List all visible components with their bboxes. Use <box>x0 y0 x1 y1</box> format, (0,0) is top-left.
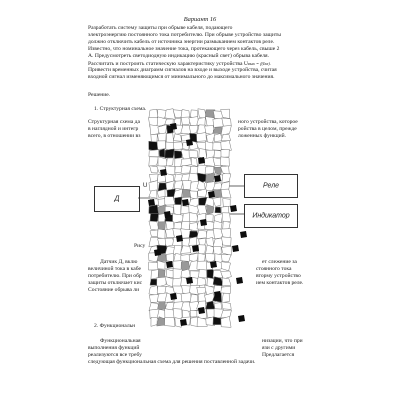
mosaic-fragment <box>182 199 189 206</box>
mosaic-tile <box>197 287 207 294</box>
assignment-line-3: должно отключить кабель от источника энергии размыканием контактов реле. <box>88 39 275 45</box>
mosaic-tile <box>213 197 221 206</box>
mosaic-fragment <box>208 191 215 198</box>
mosaic-fragment <box>170 123 177 130</box>
section1-line-2-right: ройства в целом, прежде <box>238 126 297 132</box>
mosaic-tile <box>197 133 207 142</box>
mosaic-tile <box>165 197 175 205</box>
sensor-line-1-left: Датчик Д, вклю <box>100 259 138 265</box>
variant-title: Вариант 16 <box>183 16 217 23</box>
mosaic-tile <box>222 246 232 255</box>
mosaic-tile <box>159 269 165 278</box>
mosaic-tile <box>197 230 207 238</box>
mosaic-tile <box>221 157 230 166</box>
mosaic-tile <box>221 237 231 246</box>
section2-line-4: следующая функциональная схема для решения поставленной задачи. <box>88 359 256 365</box>
mosaic-tile <box>198 245 205 255</box>
formula-subscript: вых = f(Iвх). <box>247 61 272 66</box>
assignment-line-1: Разработать систему защиты при обрыве кабеля, подающего <box>88 25 233 31</box>
mosaic-fragment <box>186 277 193 284</box>
mosaic-tile <box>205 166 214 174</box>
mosaic-fragment <box>186 139 193 146</box>
section2-heading: 2. Функциональн <box>94 323 136 329</box>
sensor-line-3-right: вторму устройство <box>256 273 301 279</box>
signal-u-label: U <box>143 183 148 189</box>
mosaic-tile <box>149 285 158 295</box>
mosaic-tile <box>166 158 173 167</box>
mosaic-tile <box>181 159 192 167</box>
mosaic-tile <box>190 191 198 199</box>
mosaic-fragment <box>148 199 155 206</box>
mosaic-tile <box>189 151 197 158</box>
mosaic-tile <box>207 133 216 143</box>
mosaic-fragment <box>238 315 245 322</box>
mosaic-tile <box>157 277 166 287</box>
sensor-block-label: Д <box>114 195 120 203</box>
mosaic-tile <box>221 255 231 262</box>
mosaic-tile <box>221 134 230 141</box>
mosaic-fragment <box>230 205 237 212</box>
mosaic-tile <box>150 213 159 221</box>
mosaic-fragment <box>214 291 221 298</box>
mosaic-tile <box>166 133 173 143</box>
mosaic-fragment <box>214 175 221 182</box>
mosaic-tile <box>206 214 213 221</box>
mosaic-tile <box>213 118 223 127</box>
section1-line-3-right: ложенных функций. <box>238 133 287 139</box>
mosaic-tile <box>173 309 182 320</box>
mosaic-tile <box>221 262 230 271</box>
mosaic-tile <box>221 189 231 198</box>
mosaic-tile <box>222 278 231 286</box>
mosaic-fragment <box>198 307 205 314</box>
mosaic-tile <box>222 118 231 126</box>
sensor-line-2-left: величиной тока в кабе <box>88 266 141 272</box>
mosaic-tile <box>199 269 207 278</box>
mosaic-fragment <box>236 277 243 284</box>
sensor-line-1-right: ет слежение за <box>262 259 297 265</box>
sensor-line-4-left: защиты отключает кис <box>88 280 143 286</box>
mosaic-fragment <box>232 245 239 252</box>
mosaic-tile <box>183 181 192 190</box>
section1-line-3-left: всего, в отношении вз <box>88 133 141 139</box>
mosaic-fragment <box>166 261 173 268</box>
mosaic-tile <box>213 238 223 247</box>
mosaic-fragment <box>164 211 171 218</box>
mosaic-fragment <box>154 249 161 256</box>
mosaic-tile <box>157 141 166 150</box>
mosaic-fragment <box>176 235 183 242</box>
mosaic-tile <box>165 149 175 158</box>
mosaic-fragment <box>240 231 247 238</box>
mosaic-tile <box>150 125 160 135</box>
mosaic-fragment <box>200 219 207 226</box>
mosaic-tile <box>189 125 198 133</box>
mosaic-tile <box>221 125 231 135</box>
mosaic-tile <box>223 198 230 206</box>
section2-line-1-right: низации, что при <box>262 338 303 344</box>
mosaic-tile <box>173 214 183 224</box>
mosaic-tile <box>199 238 207 245</box>
mosaic-fragment <box>198 157 205 164</box>
mosaic-tile <box>181 293 191 302</box>
mosaic-tile <box>197 277 206 286</box>
sensor-line-2-right: стоянного тока <box>256 266 292 272</box>
mosaic-tile <box>173 142 183 150</box>
mosaic-tile <box>213 277 223 286</box>
section1-line-1-left: Структурная схема да <box>88 119 141 125</box>
assignment-line-8: входной сигнал изменяющимся от минимального до максимального значения. <box>88 74 275 80</box>
sensor-line-3-left: потребителю. При обр <box>88 273 142 279</box>
mosaic-tile <box>215 207 221 213</box>
mosaic-tile <box>166 254 173 262</box>
assignment-line-7: Привести временных диаграмм сигналов на входе и выходе устройства, считая <box>88 67 277 73</box>
mosaic-fragment <box>170 293 177 300</box>
mosaic-tile <box>222 293 229 302</box>
section2-line-2-left: выполнения функций <box>88 345 140 351</box>
section2-line-2-right: язи с другими <box>262 345 296 351</box>
mosaic-tile <box>189 213 198 222</box>
mosaic-tile <box>151 317 157 326</box>
sensor-line-5-left: Состояние обрыва ли <box>88 287 140 293</box>
relay-block-label: Реле <box>262 182 280 190</box>
mosaic-tile <box>174 205 181 216</box>
mosaic-tile <box>159 149 165 158</box>
mosaic-tile <box>221 286 231 293</box>
assignment-line-4: Известно, что номинальное значение тока, протекающего через кабель, свыше 2 <box>88 46 280 52</box>
mosaic-fragment <box>210 261 217 268</box>
mosaic-tile <box>181 166 191 174</box>
mosaic-tile <box>157 229 165 238</box>
section1-line-1-right: ного устройства, которое <box>238 119 298 125</box>
mosaic-tile <box>221 141 232 151</box>
sensor-line-4-right: ием контактов реле. <box>256 280 304 286</box>
mosaic-fragment <box>160 169 167 176</box>
mosaic-tile <box>221 317 231 328</box>
mosaic-tile <box>191 157 197 166</box>
indicator-block-label: Индикатор <box>252 212 290 220</box>
section2-line-1-left: Функциональная <box>100 338 141 344</box>
section2-line-3-left: реализуются все требу <box>88 352 142 358</box>
solution-heading: Решение. <box>88 92 111 98</box>
mosaic-tile <box>174 181 183 189</box>
mosaic-tile <box>173 134 181 141</box>
mosaic-tile <box>173 245 181 254</box>
assignment-line-5: А. Предусмотреть светодиодную индикацию (красный свет) обрыва кабеля. <box>88 53 269 59</box>
figure-caption: Рису <box>134 243 146 249</box>
assignment-line-2: электроэнергию постоянного тока потребителю. При обрыве устройство защиты <box>88 32 282 38</box>
mosaic-fragment <box>180 319 187 326</box>
mosaic-tile <box>149 157 159 166</box>
mosaic-tile <box>222 213 230 222</box>
assignment-line-6-text: Рассчитать и построить статическую характеристику устройства U <box>88 61 248 67</box>
mosaic-fragment <box>192 245 199 252</box>
section1-heading: 1. Структурная схема. <box>94 106 147 112</box>
section2-line-3-right: Предлагается <box>262 352 295 358</box>
mosaic-tile <box>221 149 229 157</box>
mosaic-tile <box>149 181 158 192</box>
section1-line-2-left: в наглядной и интегр <box>88 126 139 132</box>
mosaic-tile <box>149 150 159 157</box>
mosaic-tile <box>190 294 198 302</box>
mosaic-tile <box>149 221 159 231</box>
mosaic-tile <box>150 230 158 237</box>
mosaic-tile <box>165 317 175 326</box>
mosaic-tile <box>222 302 231 309</box>
